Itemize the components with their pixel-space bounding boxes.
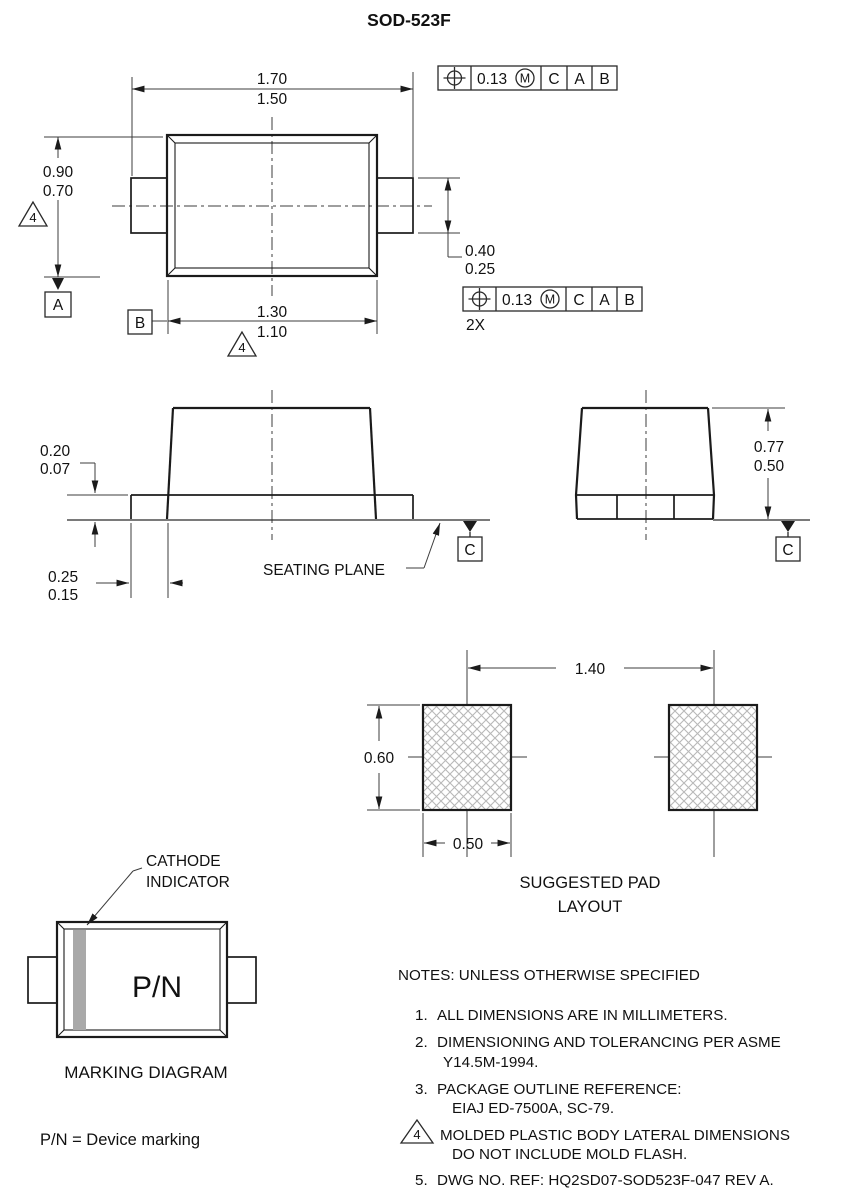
dim-standoff <box>40 443 128 547</box>
dim-lead-max: 0.40 <box>465 243 496 260</box>
right-pad <box>669 705 757 810</box>
fcf-datum-3: B <box>599 71 610 88</box>
note-4-text-line1: MOLDED PLASTIC BODY LATERAL DIMENSIONS <box>440 1127 790 1144</box>
dim-height-max: 0.90 <box>42 164 74 181</box>
datum-a-triangle <box>52 278 64 290</box>
pn-legend: P/N = Device marking <box>40 1131 201 1149</box>
dim-pad-height: 0.60 <box>363 750 395 767</box>
note-2-number: 2. <box>415 1034 428 1051</box>
cathode-callout-line1: CATHODE <box>146 853 221 870</box>
datum-c-label: C <box>464 542 476 559</box>
fcf-datum-2: A <box>599 292 610 309</box>
dim-pitch: 1.40 <box>574 661 606 678</box>
notes <box>398 967 790 1189</box>
dim-width-max: 1.70 <box>256 71 288 88</box>
note-2-text-line2: Y14.5M-1994. <box>443 1054 539 1071</box>
datum-b-label: B <box>134 315 146 332</box>
datum-a <box>45 278 71 317</box>
dim-standoff-max: 0.20 <box>40 443 71 460</box>
marking-diagram-caption: MARKING DIAGRAM <box>64 1063 228 1082</box>
end-view <box>576 390 810 561</box>
flag-note-4-left <box>19 202 47 226</box>
fcf-modifier: M <box>544 292 556 307</box>
seating-plane-label: SEATING PLANE <box>263 562 386 579</box>
note-1-text: ALL DIMENSIONS ARE IN MILLIMETERS. <box>437 1007 728 1024</box>
feature-control-frame-top <box>438 66 617 90</box>
feature-control-frame-2x <box>463 287 642 334</box>
dim-width-min: 1.50 <box>256 91 288 108</box>
body-left-edge <box>576 408 582 519</box>
body-left-edge <box>167 408 173 519</box>
pad-layout <box>364 650 772 916</box>
pad-layout-caption-line2: LAYOUT <box>557 898 623 916</box>
cathode-leader-2 <box>87 871 133 925</box>
fcf-datum-3: B <box>624 292 635 309</box>
datum-c-end <box>776 521 800 561</box>
left-pad <box>423 705 511 810</box>
pad-layout-caption-line1: SUGGESTED PAD <box>519 874 661 892</box>
note-5-number: 5. <box>415 1172 428 1189</box>
cathode-callout-line2: INDICATOR <box>146 874 230 891</box>
datum-c-side <box>458 521 482 561</box>
note-3-number: 3. <box>415 1081 428 1098</box>
note-3-text-line1: PACKAGE OUTLINE REFERENCE: <box>437 1081 682 1098</box>
dim-height-max: 0.77 <box>753 439 785 456</box>
body-right-edge <box>370 408 376 519</box>
dim-height-min: 0.50 <box>753 458 785 475</box>
flag-note-4-bottom <box>228 332 256 356</box>
dim-pad-pitch <box>468 661 713 678</box>
datum-b <box>128 310 152 334</box>
fcf-count: 2X <box>466 317 485 334</box>
seating-plane-callout <box>263 523 440 579</box>
dim-body-width <box>152 280 377 341</box>
dim-foot-length <box>48 523 183 604</box>
dim-lead-width <box>418 178 496 278</box>
flag-number: 4 <box>29 210 37 225</box>
cathode-leader-1 <box>133 868 142 871</box>
dim-foot-max: 0.25 <box>48 569 79 586</box>
dim-height-min: 0.70 <box>42 183 74 200</box>
fcf-tolerance: 0.13 <box>477 71 508 88</box>
note-4-flag <box>401 1120 433 1143</box>
fcf-modifier: M <box>519 71 531 86</box>
fcf-datum-1: C <box>548 71 560 88</box>
right-lead <box>227 957 256 1003</box>
note-1-number: 1. <box>415 1007 428 1024</box>
note-5-text: DWG NO. REF: HQ2SD07-SOD523F-047 REV A. <box>437 1172 774 1189</box>
notes-header: NOTES: UNLESS OTHERWISE SPECIFIED <box>398 967 700 984</box>
note-2-text-line1: DIMENSIONING AND TOLERANCING PER ASME <box>437 1034 781 1051</box>
datum-c-label: C <box>782 542 794 559</box>
dim-body-max: 1.30 <box>256 304 288 321</box>
datum-a-label: A <box>52 297 64 314</box>
dim-foot-min: 0.15 <box>48 587 79 604</box>
body-right-edge <box>708 408 714 519</box>
fcf-datum-1: C <box>573 292 585 309</box>
note-3-text-line2: EIAJ ED-7500A, SC-79. <box>452 1100 615 1117</box>
flag-number: 4 <box>413 1127 421 1142</box>
marking-diagram <box>28 853 256 1149</box>
dim-lead-min: 0.25 <box>465 261 496 278</box>
note-4-text-line2: DO NOT INCLUDE MOLD FLASH. <box>452 1146 688 1163</box>
dim-pad-width: 0.50 <box>452 836 484 853</box>
top-view <box>19 71 496 356</box>
side-view <box>40 390 490 604</box>
dim-body-min: 1.10 <box>256 324 288 341</box>
page-title: SOD-523F <box>367 10 451 30</box>
part-number-mark: P/N <box>131 971 183 1004</box>
datum-c-triangle <box>781 521 795 532</box>
dim-body-height <box>712 408 785 519</box>
fcf-datum-2: A <box>574 71 585 88</box>
left-lead <box>28 957 57 1003</box>
cathode-indicator-bar <box>73 930 86 1030</box>
dim-standoff-min: 0.07 <box>40 461 71 478</box>
fcf-tolerance: 0.13 <box>502 292 533 309</box>
dim-overall-height <box>43 137 163 277</box>
flag-number: 4 <box>238 340 246 355</box>
datum-c-triangle <box>463 521 477 532</box>
